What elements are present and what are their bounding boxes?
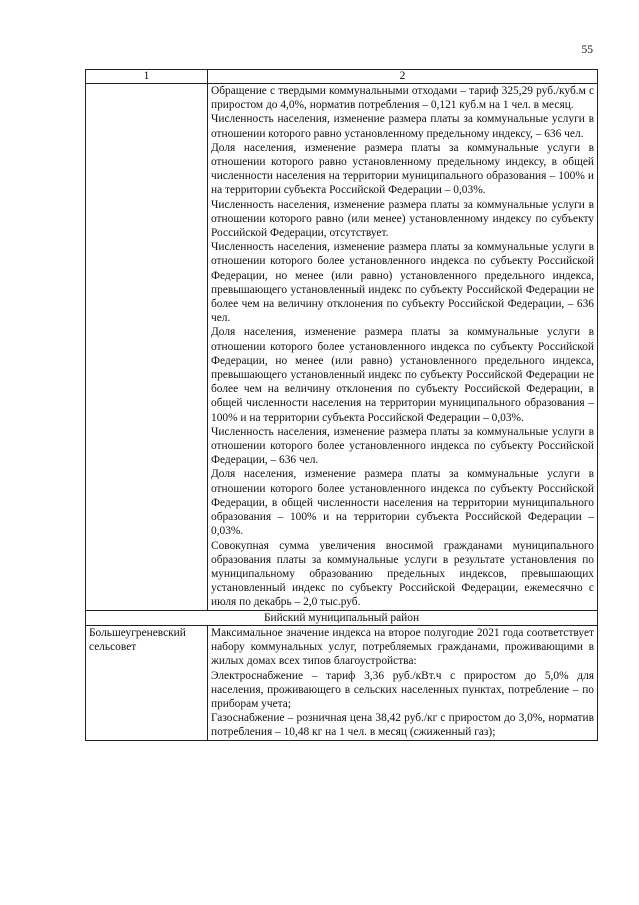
paragraph-population-within-deviation: Численность населения, изменение размера платы за коммунальные услуги в отношении которого более установленного индекса по субъекту Российской Федерации, но менее (или равно) установленного предельного индекса, превышающего установленный индекс по субъекту Российской Федерации не более чем на величину отклонения по субъекту Российской Федерации, – 636 чел.: [211, 241, 594, 325]
paragraph-gas: Газоснабжение – розничная цена 38,42 руб./кг с приростом до 3,0%, норматив потребления – 10,48 кг на 1 чел. в месяц (сжиженный газ);: [211, 712, 594, 739]
table-row-municipality: [86, 626, 598, 741]
row1-content-cell: [208, 84, 598, 611]
paragraph-max-index: Максимальное значение индекса на второе полугодие 2021 года соответствует набору коммунальных услуг, потребляемых гражданами, проживающими в жилых домах всех типов благоустройства:: [211, 627, 594, 668]
paragraph-share-equal-index: Доля населения, изменение размера платы за коммунальные услуги в отношении которого равно установленному предельному индексу, в общей численности населения на территории муниципального образования – 100% и на территории субъекта Российской Федерации – 0,03%.: [211, 141, 594, 197]
table-header-row: [86, 70, 598, 84]
paragraph-electricity: Электроснабжение – тариф 3,36 руб./кВт.ч с приростом до 5,0% для населения, проживающего в сельских населенных пунктах, потребление – по приборам учета;: [211, 669, 594, 711]
table-section-row: [86, 610, 598, 626]
column-header-2: 2: [208, 70, 598, 84]
column-header-1: 1: [86, 70, 208, 84]
paragraph-total-increase: Совокупная сумма увеличения вносимой гражданами муниципального образования платы за коммунальные услуги в результате установления по муниципальному образованию предельных индексов, превышающих установленный индекс по субъекту Российской Федерации, ежемесячно с июля по декабрь – 2,0 тыс.руб.: [211, 539, 594, 609]
document-table: [85, 69, 598, 741]
paragraph-population-less-index: Численность населения, изменение размера платы за коммунальные услуги в отношении которого равно (или менее) установленному индексу по субъекту Российской Федерации, отсутствует.: [211, 198, 594, 240]
paragraph-tko-tariff: Обращение с твердыми коммунальными отходами – тариф 325,29 руб./куб.м с приростом до 4,0%, норматив потребления – 0,121 куб.м на 1 чел. в месяц.: [211, 85, 594, 112]
page-number: 55: [581, 44, 593, 56]
paragraph-population-equal-index: Численность населения, изменение размера платы за коммунальные услуги в отношении которого равно установленному предельному индексу, – 636 чел.: [211, 113, 594, 140]
paragraph-population-above-index: Численность населения, изменение размера платы за коммунальные услуги в отношении которого более установленного индекса по субъекту Российской Федерации, – 636 чел.: [211, 425, 594, 467]
paragraph-share-within-deviation: Доля населения, изменение размера платы за коммунальные услуги в отношении которого более установленного индекса по субъекту Российской Федерации, но менее (или равно) установленного предельного индекса, превышающего установленный индекс по субъекту Российской Федерации не более чем на величину отклонения по субъекту Российской Федерации, в общей численности населения на территории муниципального образования – 100% и на территории субъекта Российской Федерации – 0,03%.: [211, 326, 594, 424]
municipality-name: Большеугреневский сельсовет: [86, 626, 208, 741]
section-title: Бийский муниципальный район: [86, 610, 598, 626]
table-row-continuation: [86, 84, 598, 611]
row3-content-cell: [208, 626, 598, 741]
row1-left-cell: [86, 84, 208, 611]
paragraph-share-above-index: Доля населения, изменение размера платы за коммунальные услуги в отношении которого более установленного индекса по субъекту Российской Федерации, в общей численности населения на территории муниципального образования – 100% и на территории субъекта Российской Федерации – 0,03%.: [211, 468, 594, 538]
